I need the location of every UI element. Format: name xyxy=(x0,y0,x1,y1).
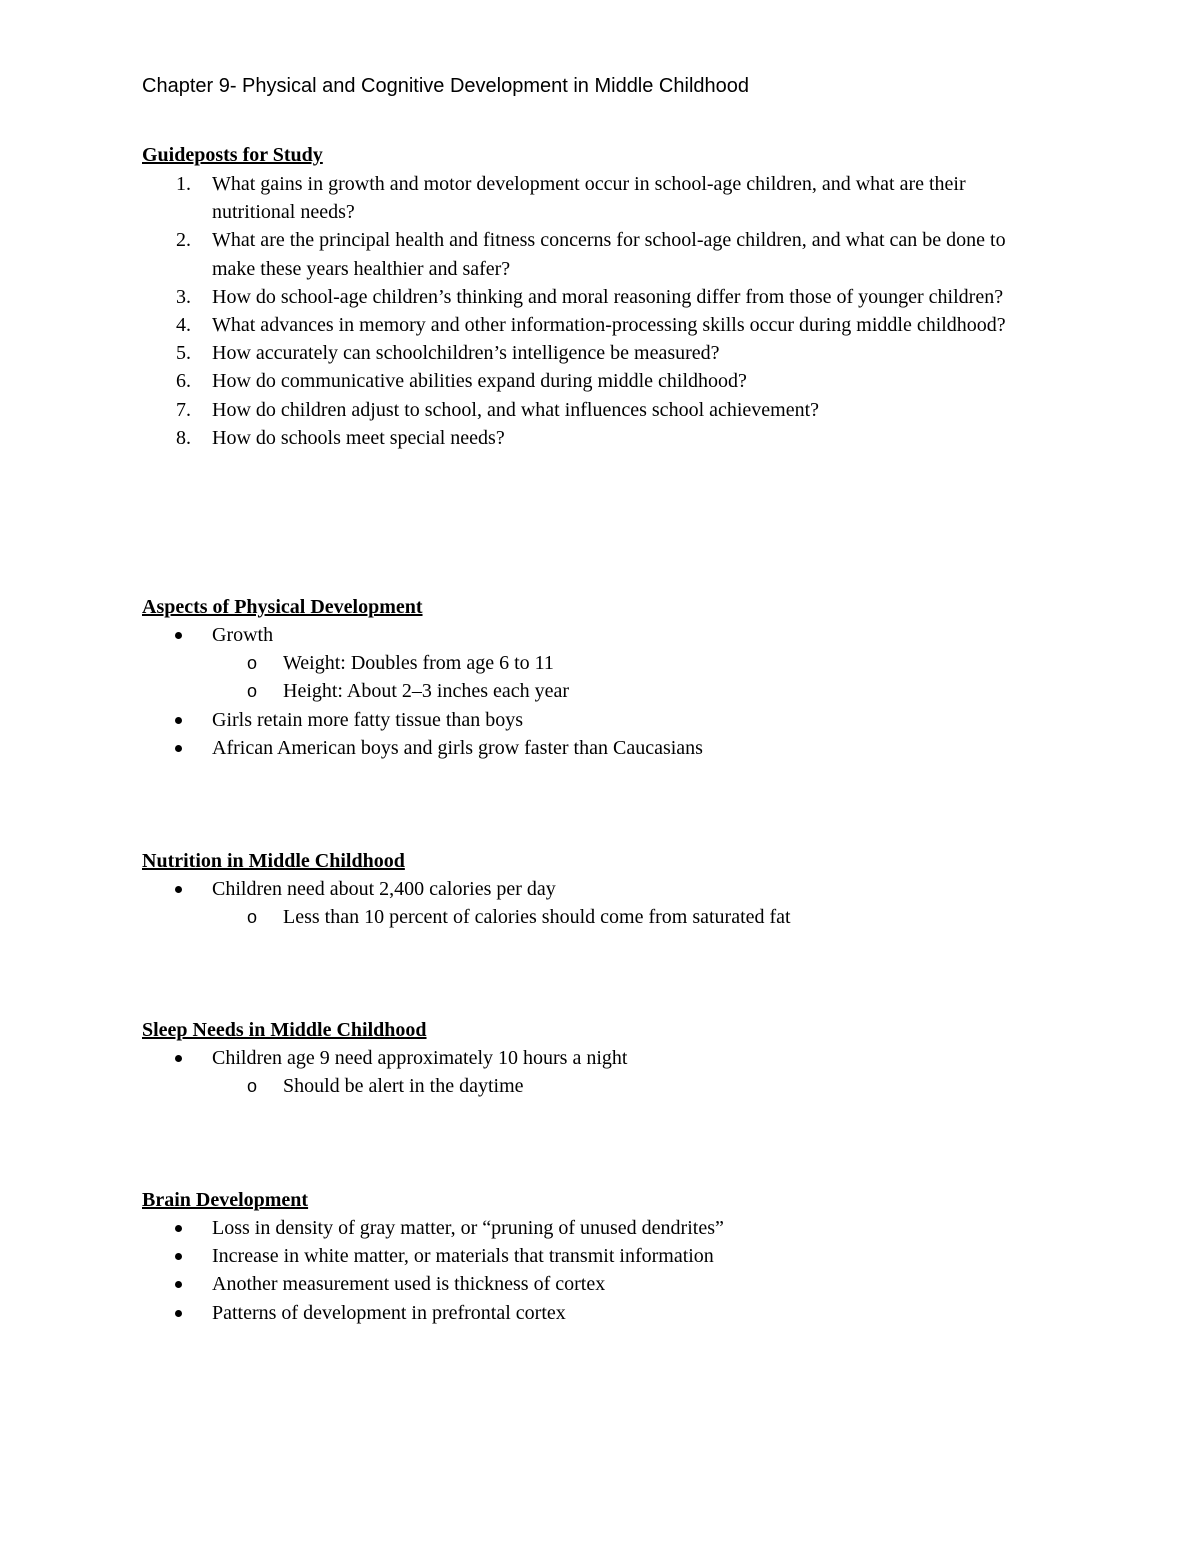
list-item-text: How do communicative abilities expand during middle childhood? xyxy=(212,370,747,393)
list-item xyxy=(142,1270,724,1298)
guideposts-heading: Guideposts for Study xyxy=(142,144,323,166)
list-number: 6. xyxy=(176,370,191,393)
bullet-icon xyxy=(175,1281,182,1288)
list-number: 1. xyxy=(176,173,191,195)
sub-list-item xyxy=(142,677,703,705)
sub-bullet-marker: o xyxy=(247,1076,258,1097)
list-item-text: Growth xyxy=(212,624,274,646)
sleep-list xyxy=(142,1044,627,1100)
sub-list-item xyxy=(142,649,703,677)
list-item-text: Loss in density of gray matter, or “pruning of unused dendrites” xyxy=(212,1217,724,1239)
list-item xyxy=(142,396,1052,424)
list-item-text: Should be alert in the daytime xyxy=(283,1075,524,1098)
list-item xyxy=(142,283,1052,311)
sub-bullet-marker: o xyxy=(247,907,258,928)
list-item-text: Height: About 2–3 inches each year xyxy=(283,680,570,703)
list-number: 3. xyxy=(176,285,191,308)
chapter-title: Chapter 9- Physical and Cognitive Development in Middle Childhood xyxy=(142,75,750,97)
bullet-icon xyxy=(175,1225,182,1232)
list-item xyxy=(142,621,703,649)
nutrition-list xyxy=(142,875,791,931)
list-item-text: Weight: Doubles from age 6 to 11 xyxy=(283,652,554,675)
list-item xyxy=(142,1299,724,1327)
sub-list-item xyxy=(142,903,791,931)
list-item-text: Increase in white matter, or materials that transmit information xyxy=(212,1245,714,1268)
list-item-text: Another measurement used is thickness of cortex xyxy=(212,1273,606,1296)
list-number: 4. xyxy=(176,314,191,337)
brain-development-heading: Brain Development xyxy=(142,1189,309,1211)
list-item xyxy=(142,706,703,734)
list-item-text: How do children adjust to school, and what influences school achievement? xyxy=(212,398,820,421)
list-item-text: Less than 10 percent of calories should come from saturated fat xyxy=(283,906,791,929)
list-item-text: Children age 9 need approximately 10 hours a night xyxy=(212,1047,628,1069)
list-number: 5. xyxy=(176,342,191,365)
list-item-text: Children need about 2,400 calories per day xyxy=(212,878,556,900)
sub-bullet-marker: o xyxy=(247,653,258,674)
list-item-text: African American boys and girls grow faster than Caucasians xyxy=(212,736,703,759)
list-number: 7. xyxy=(176,398,191,421)
list-item xyxy=(142,734,703,762)
list-item-text: Patterns of development in prefrontal cortex xyxy=(212,1301,566,1324)
bullet-icon xyxy=(175,717,182,724)
list-number: 2. xyxy=(176,229,191,252)
bullet-icon xyxy=(175,745,182,752)
guideposts-list xyxy=(142,170,1052,452)
brain-development-list xyxy=(142,1214,724,1327)
sub-bullet-marker: o xyxy=(247,681,258,702)
list-item-text: What gains in growth and motor development occur in school-age children, and what are their nutritional needs? xyxy=(212,173,966,224)
list-item-text: What advances in memory and other information-processing skills occur during middle childhood? xyxy=(212,314,1006,337)
list-item xyxy=(142,311,1052,339)
list-item xyxy=(142,339,1052,367)
sub-list-item xyxy=(142,1072,627,1100)
list-item-text: Girls retain more fatty tissue than boys xyxy=(212,708,524,731)
physical-development-list xyxy=(142,621,703,762)
list-item xyxy=(142,170,1052,226)
physical-development-heading: Aspects of Physical Development xyxy=(142,596,423,618)
list-item xyxy=(142,424,1052,452)
list-number: 8. xyxy=(176,426,191,449)
bullet-icon xyxy=(175,632,182,639)
nutrition-heading: Nutrition in Middle Childhood xyxy=(142,850,405,872)
list-item xyxy=(142,1214,724,1242)
list-item xyxy=(142,875,791,903)
list-item-text: How accurately can schoolchildren’s intelligence be measured? xyxy=(212,342,720,365)
bullet-icon xyxy=(175,886,182,893)
list-item xyxy=(142,226,1052,282)
list-item-text: What are the principal health and fitness concerns for school-age children, and what can be done to make these years healthier and safer? xyxy=(212,229,1006,280)
list-item-text: How do schools meet special needs? xyxy=(212,426,505,449)
list-item xyxy=(142,1044,627,1072)
sleep-heading: Sleep Needs in Middle Childhood xyxy=(142,1019,427,1041)
list-item xyxy=(142,367,1052,395)
bullet-icon xyxy=(175,1310,182,1317)
list-item xyxy=(142,1242,724,1270)
bullet-icon xyxy=(175,1055,182,1062)
bullet-icon xyxy=(175,1253,182,1260)
list-item-text: How do school-age children’s thinking and moral reasoning differ from those of younger children? xyxy=(212,285,1004,308)
